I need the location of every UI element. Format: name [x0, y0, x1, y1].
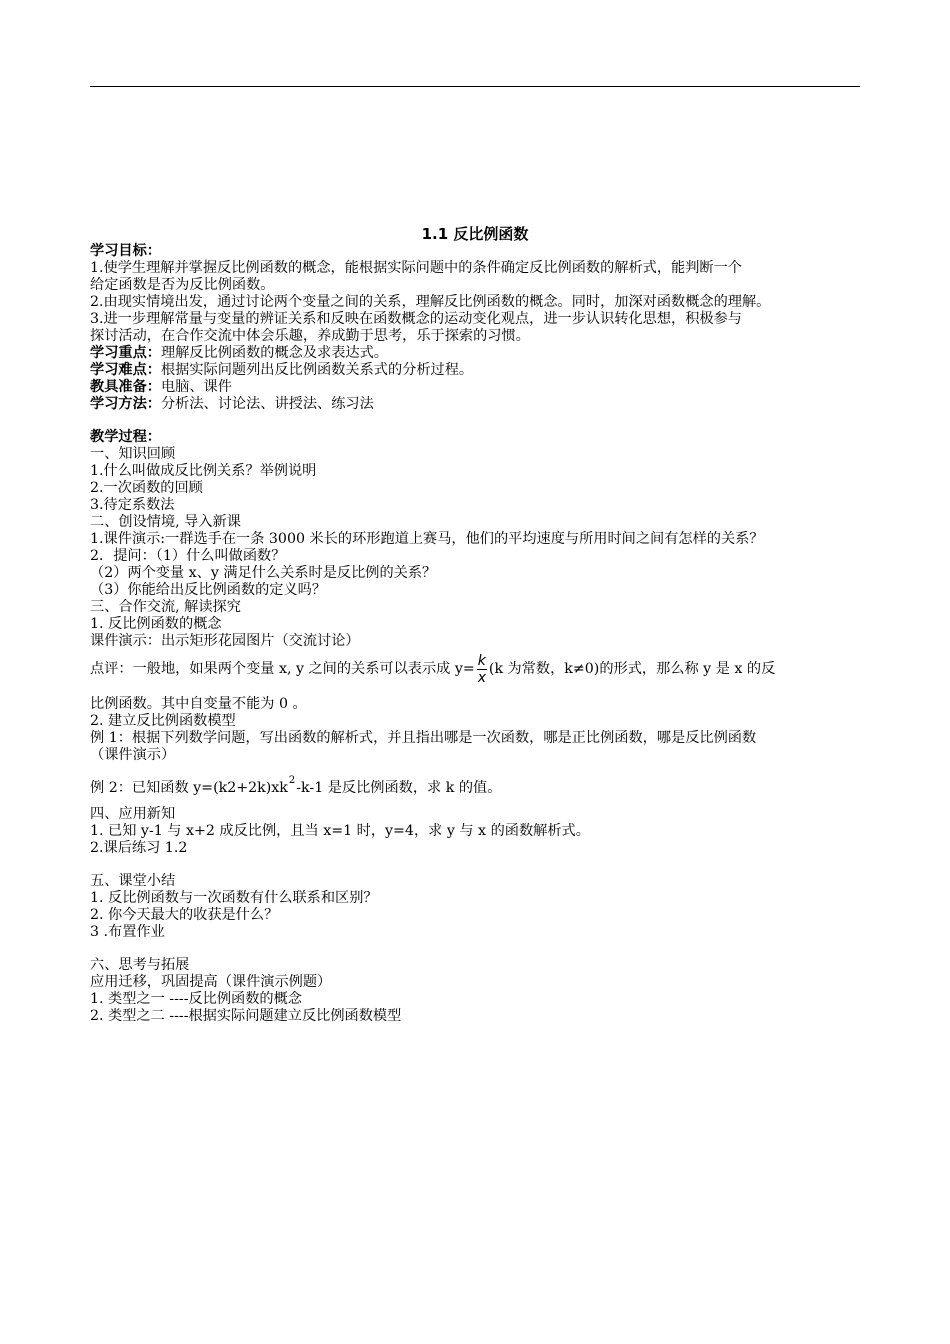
process-line: 三、合作交流, 解读探究: [90, 599, 241, 615]
process-line: 2.课后练习 1.2: [90, 840, 188, 856]
process-line: 1. 反比例函数与一次函数有什么联系和区别？: [90, 890, 378, 906]
objective-line: 2.由现实情境出发，通过讨论两个变量之间的关系，理解反比例函数的概念。同时，加深对函数概念的理解。: [90, 294, 771, 310]
process-line: 课件演示：出示矩形花园图片（交流讨论）: [90, 633, 360, 649]
methods-label: 学习方法：: [90, 396, 161, 412]
methods-row: [90, 396, 374, 413]
example-2-line: [90, 772, 501, 797]
process-line: 2.一次函数的回顾: [90, 480, 203, 496]
example-1-line: 例 1：根据下列数学问题，写出函数的解析式，并且指出哪是一次函数，哪是正比例函数，哪是反比例函数: [90, 730, 757, 746]
comment-text-post: (k 为常数，k≠0)的形式，那么称 y 是 x 的反: [488, 661, 776, 677]
process-line: 一、知识回顾: [90, 446, 176, 462]
fraction-denominator: x: [477, 669, 486, 686]
process-label: 教学过程：: [90, 429, 161, 445]
methods-text: 分析法、讨论法、讲授法、练习法: [160, 396, 374, 412]
definition-comment: [90, 651, 775, 687]
fraction-numerator: k: [477, 652, 486, 669]
process-line: 比例函数。其中自变量不能为 0 。: [90, 696, 307, 712]
objective-line: 探讨活动，在合作交流中体会乐趣，养成勤于思考，乐于探索的习惯。: [90, 328, 530, 344]
process-line: 2. 你今天最大的收获是什么？: [90, 907, 279, 923]
process-line: 二、创设情境, 导入新课: [90, 514, 241, 530]
process-line: 四、应用新知: [90, 806, 176, 822]
process-line: （2）两个变量 x、y 满足什么关系时是反比例的关系？: [90, 565, 437, 581]
process-line: 1. 类型之一 ----反比例函数的概念: [90, 991, 302, 1007]
comment-text-pre: 点评：一般地，如果两个变量 x, y 之间的关系可以表示成 y=: [90, 661, 475, 677]
process-line: 应用迁移，巩固提高（课件演示例题）: [90, 974, 332, 990]
tools-label: 教具准备：: [90, 379, 161, 395]
difficulty-row: [90, 362, 473, 379]
process-line: 六、思考与拓展: [90, 957, 190, 973]
page-title: 1.1 反比例函数: [421, 225, 529, 243]
example-1-line: （课件演示）: [90, 747, 176, 763]
example-2-text-pre: 例 2：已知函数 y=(k2+2k)xk: [90, 780, 288, 796]
tools-text: 电脑、课件: [160, 379, 232, 395]
process-line: 3 .布置作业: [90, 924, 165, 940]
process-line: 五、课堂小结: [90, 873, 176, 889]
objective-line: 给定函数是否为反比例函数。: [90, 277, 275, 293]
exponent-superscript: 2: [288, 775, 296, 786]
process-line: 1.什么叫做成反比例关系？举例说明: [90, 463, 317, 479]
process-line: 3.待定系数法: [90, 497, 175, 513]
example-2-text-post: -k-1 是反比例函数，求 k 的值。: [296, 780, 502, 796]
process-line: 1. 已知 y-1 与 x+2 成反比例，且当 x=1 时，y=4，求 y 与 x 的函数解析式。: [90, 823, 590, 839]
process-line: 2. 类型之二 ----根据实际问题建立反比例函数模型: [90, 1008, 402, 1024]
difficulty-text: 根据实际问题列出反比例函数关系式的分析过程。: [160, 362, 474, 378]
key-point-text: 理解反比例函数的概念及求表达式。: [160, 345, 388, 361]
objective-line: 1.使学生理解并掌握反比例函数的概念，能根据实际问题中的条件确定反比例函数的解析式，能判断一个: [90, 260, 742, 276]
tools-row: [90, 379, 232, 396]
objectives-label: 学习目标：: [90, 243, 161, 259]
k-over-x-fraction: [477, 653, 487, 686]
key-point-label: 学习重点：: [90, 345, 161, 361]
process-line: 2. 建立反比例函数模型: [90, 713, 236, 729]
objective-line: 3.进一步理解常量与变量的辨证关系和反映在函数概念的运动变化观点，进一步认识转化思想，积极参与: [90, 311, 742, 327]
process-line: （3）你能给出反比例函数的定义吗？: [90, 582, 327, 598]
header-rule: [90, 86, 860, 87]
process-line: 2．提问：（1）什么叫做函数？: [90, 548, 286, 564]
process-line: 1.课件演示:一群选手在一条 3000 米长的环形跑道上赛马，他们的平均速度与所用时间之间有怎样的关系？: [90, 531, 764, 547]
process-line: 1. 反比例函数的概念: [90, 616, 222, 632]
difficulty-label: 学习难点：: [90, 362, 161, 378]
key-point-row: [90, 345, 388, 362]
